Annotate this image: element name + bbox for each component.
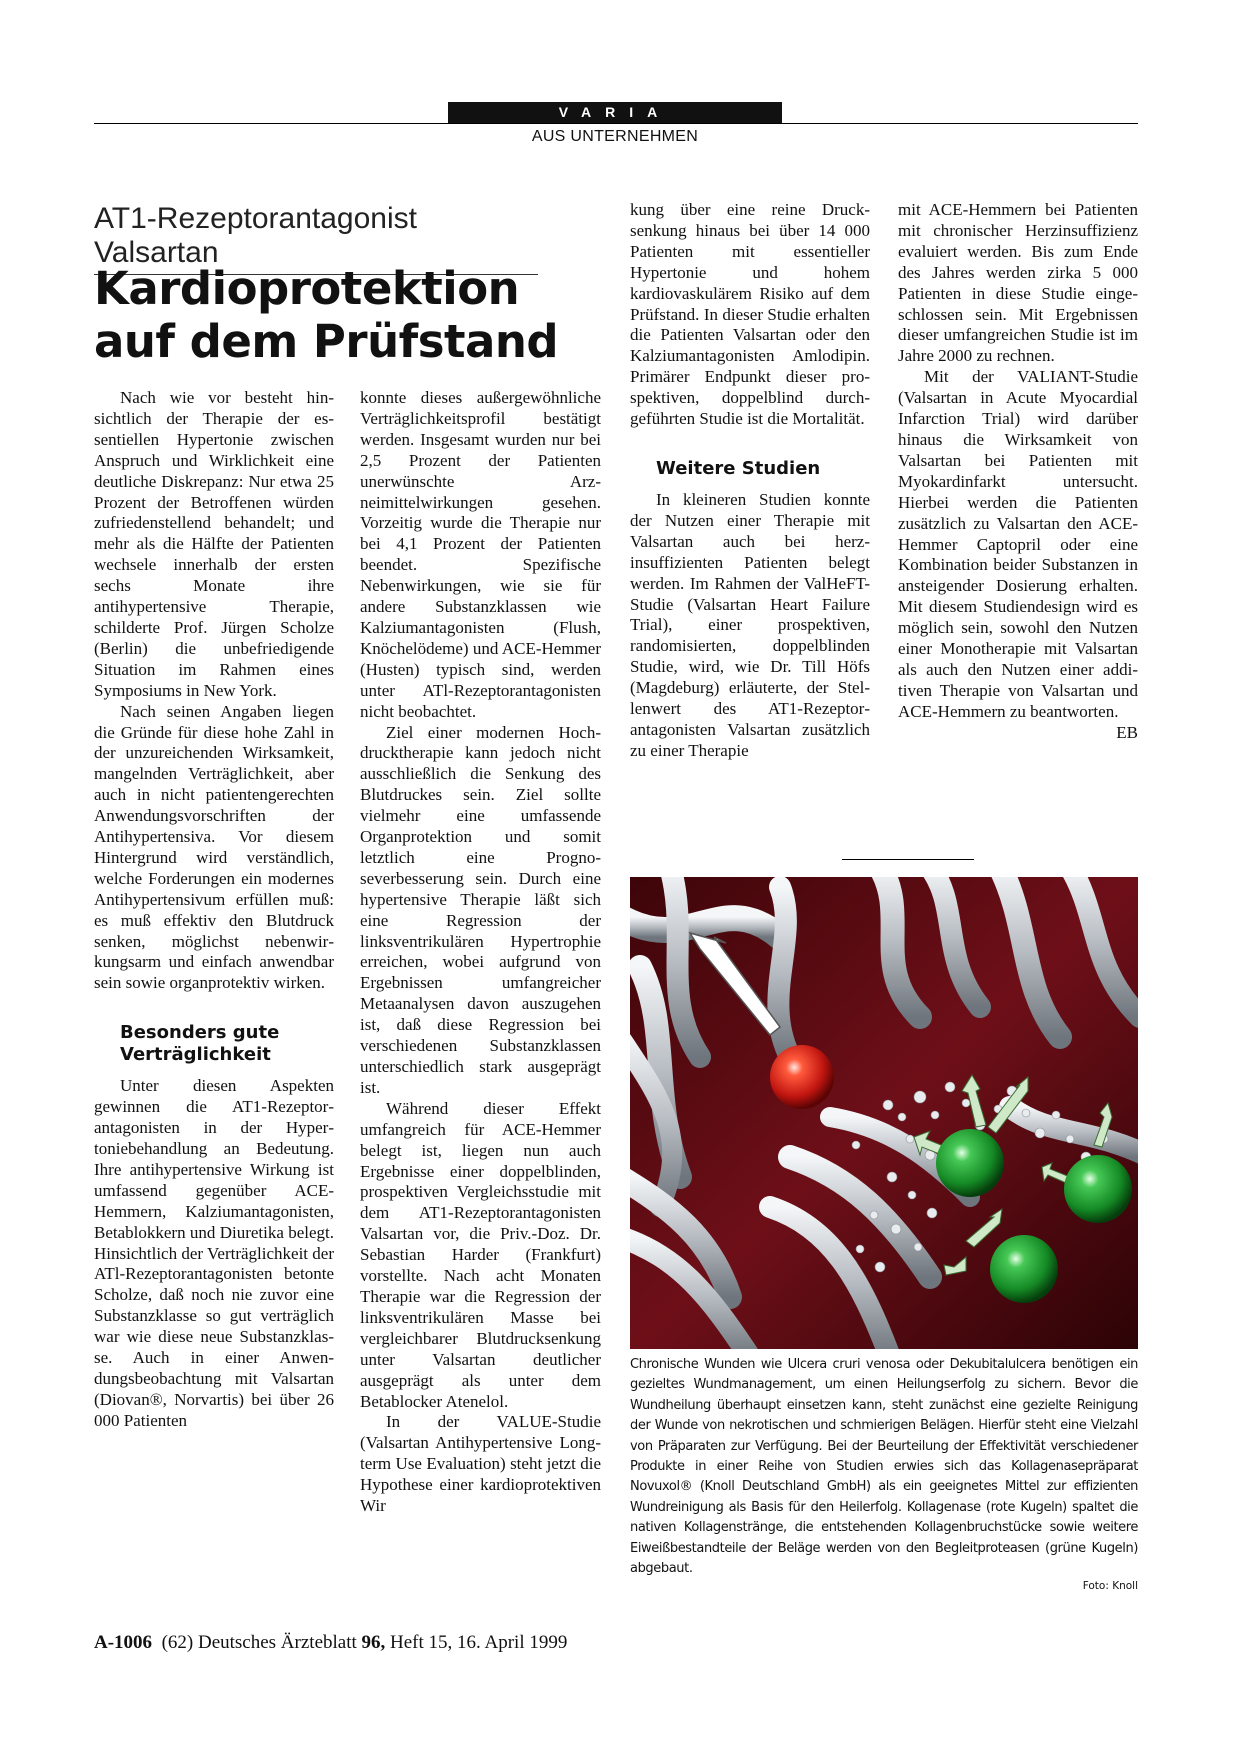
- page-footer: [94, 1632, 567, 1654]
- section-label: AUS UNTERNEHMEN: [531, 128, 699, 145]
- paragraph-text: Mit der VALIANT-Studie (Valsartan in Acute Myocardial Infarction Trial) wird darüber hinaus die Wirksamkeit von Valsartan bei Patienten mit Myokardinfarkt untersucht. Hierbei werden die Patienten zusätzlich zu Valsartan den ACE-Hemmer Captopril oder eine Kombination beider Substanzen in ansteigender Dosierung erhalten. Mit diesem Studiendesign wird es möglich sein, sowohl den Nutzen einer Monotherapie mit Valsartan als auch den Nutzen einer additiven Therapie von Valsartan und ACE-Hemmern zu beantworten.: [898, 367, 1138, 721]
- paragraph: Nach wie vor besteht hinsichtlich der Therapie der essentiellen Hypertonie zwischen Anspruch und Wirklichkeit eine deutliche Diskrepanz: Nur etwa 25 Prozent der Betroffenen würden zufriedenstellend behandelt; und mehr als die Hälfte der Patienten wechsele innerhalb der ersten sechs Monate ihre antihypertensive Therapie, schilderte Prof. Jürgen Scholze (Berlin) die unbefriedigende Situation im Rahmen eines Symposiums in New York.: [94, 388, 334, 700]
- author-signature: EB: [1116, 722, 1138, 742]
- headline-line-1: Kardioprotektion: [94, 262, 520, 315]
- journal-name: (62) Deutsches Ärzteblatt: [161, 1632, 357, 1653]
- paragraph: kung über eine reine Drucksenkung hinaus bei über 14 000 Patienten mit essentieller Hypertonie und hohem kardiovaskulärem Risiko auf dem Prüfstand. In dieser Studie erhalten die Patienten Valsartan oder den Kalziumantagonisten Amlodipin. Primärer Endpunkt dieser prospektiven, doppelblind durchgeführten Studie ist die Mortalität.: [630, 200, 870, 429]
- issue-date: Heft 15, 16. April 1999: [390, 1632, 568, 1653]
- header-rule: [94, 123, 1138, 124]
- text-column-4: [898, 200, 1138, 744]
- text-column-2: [360, 388, 601, 1517]
- paragraph: [898, 367, 1138, 742]
- page-number: A-1006: [94, 1632, 153, 1653]
- volume-number: 96,: [361, 1632, 386, 1653]
- paragraph: In der VALUE-Studie (Valsartan Antihypertensive Long-term Use Evaluation) steht jetzt die Hypothese einer kardioprotektiven Wir: [360, 1412, 601, 1516]
- paragraph: mit ACE-Hemmern bei Patienten mit chronischer Herzinsuffizienz evaluiert werden. Bis zum Ende des Jahres werden zirka 5 000 Patienten in diese Studie eingeschlossen sein. Mit Ergebnissen dieser umfangreichen Studie ist im Jahre 2000 zu rechnen.: [898, 200, 1138, 366]
- green-ball-icon: [990, 1235, 1058, 1303]
- text-column-3: [630, 200, 870, 762]
- paragraph: Unter diesen Aspekten gewinnen die AT1-Rezeptorantagonisten in der Hypertoniebehandlung an Bedeutung. Ihre antihypertensive Wirkung ist umfassend gegenüber ACE-Hemmern, Kalziumantagonisten, Betablokkern und Diuretika belegt. Hinsichtlich der Verträglichkeit der ATl-Rezeptorantagonisten betonte Scholze, daß noch nie zuvor eine Substanzklasse so gut verträglich war wie diese neue Substanzklasse. Auch in einer Anwendungsbeobachtung mit Valsartan (Diovan®, Norvartis) bei über 26 000 Patienten: [94, 1076, 334, 1430]
- paragraph: Während dieser Effekt umfangreich für ACE-Hemmer belegt ist, liegen nun auch Ergebnisse einer doppelblinden, prospektiven Vergleichsstudie mit dem AT1-Rezeptorantagonisten Valsartan vor, die Priv.-Doz. Dr. Sebastian Harder (Frankfurt) vorstellte. Nach acht Monaten Therapie war die Regression der linksventrikulären Masse bei vergleichbarer Blutdrucksenkung unter Valsartan deutlicher ausgeprägt als unter dem Betablocker Atenelol.: [360, 1098, 601, 1411]
- text-column-1: [94, 388, 334, 1432]
- section-banner: VARIA: [448, 102, 782, 123]
- article-headline: [94, 262, 574, 368]
- red-ball-icon: [770, 1045, 834, 1109]
- paragraph: Nach seinen Angaben liegen die Gründe für diese hohe Zahl in der unzureichenden Wirksamkeit, mangelnden Verträglichkeit, aber auch in nicht patientengerechten Anwendungsvorschriften der Antihypertensiva. Vor diesem Hintergrund wird verständlich, welche Forderungen ein modernes Antihypertensivum erfüllen muß: es muß effektiv den Blutdruck senken, möglichst nebenwirkungsarm und einfach anwendbar sein sowie organprotektiv wirken.: [94, 701, 334, 993]
- divider: [842, 859, 974, 860]
- paragraph: In kleineren Studien konnte der Nutzen einer Therapie mit Valsartan auch bei herzinsuffizienten Patienten belegt werden. Im Rahmen der ValHeFT-Studie (Valsartan Heart Failure Trial), einer prospektiven, randomisierten, doppelblinden Studie, wird, wie Dr. Till Höfs (Magdeburg) erläuterte, der Stellenwert des AT1-Rezeptorantagonisten Valsartan zusätzlich zu einer Therapie: [630, 489, 870, 760]
- headline-line-2: auf dem Prüfstand: [94, 315, 559, 368]
- figure-caption: Chronische Wunden wie Ulcera cruri venosa oder Dekubitalulcera benötigen ein gezieltes Wundmanagement, um einen Heilungserfolg zu sichern. Bevor die Wundheilung überhaupt einsetzen kann, steht zunächst eine gezielte Reinigung der Wunde von nekrotischen und schmierigen Belägen. Hierfür steht eine Vielzahl von Präparaten zur Verfügung. Bei der Beurteilung der Effektivität verschiedener Produkte in einer Reihe von Studien erwies sich das Kollagenasepräparat Novuxol® (Knoll Deutschland GmbH) als ein geeignetes Mittel zur effizienten Wundreinigung als Basis für den Heilerfolg. Kollagenase (rote Kugeln) spaltet die nativen Kollagenstränge, die entstehenden Kollagenbruchstücke sowie weitere Eiweißbestandteile der Beläge werden von den Begleitproteasen (grüne Kugeln) abgebaut.: [630, 1357, 1138, 1577]
- article-kicker: AT1-Rezeptorantagonist Valsartan: [94, 202, 538, 275]
- green-ball-icon: [1064, 1155, 1132, 1223]
- collagen-illustration: [630, 877, 1138, 1349]
- photo-credit: Foto: Knoll: [1082, 1580, 1138, 1592]
- subheading: Besonders gute Verträglichkeit: [120, 1022, 280, 1066]
- paragraph: konnte dieses außergewöhnliche Verträglichkeitsprofil bestätigt werden. Insgesamt wurden nur bei 2,5 Prozent der Patienten unerwünschte Arzneimittelwirkungen gesehen. Vorzeitig wurde die Therapie nur bei 4,1 Prozent der Patienten beendet. Spezifische Nebenwirkungen, wie sie für andere Substanzklassen wie Kalziumantagonisten (Flush, Knöchelödeme) und ACE-Hemmer (Husten) typisch sind, werden unter ATl-Rezeptorantagonisten nicht beobachtet.: [360, 388, 601, 721]
- green-ball-icon: [936, 1129, 1004, 1197]
- paragraph: Ziel einer modernen Hochdrucktherapie kann jedoch nicht ausschließlich die Senkung des Blutdruckes sein. Ziel sollte vielmehr eine umfassende Organprotektion und somit letztlich eine Prognoseverbesserung sein. Durch eine hypertensive Therapie läßt sich eine Regression der linksventrikulären Hypertrophie erreichen, wobei aufgrund von Ergebnissen umfangreicher Metaanalysen davon auszugehen ist, daß diese Regression bei verschiedenen Substanzklassen unterschiedlich stark ausgeprägt ist.: [360, 722, 601, 1097]
- subheading: Weitere Studien: [656, 457, 821, 479]
